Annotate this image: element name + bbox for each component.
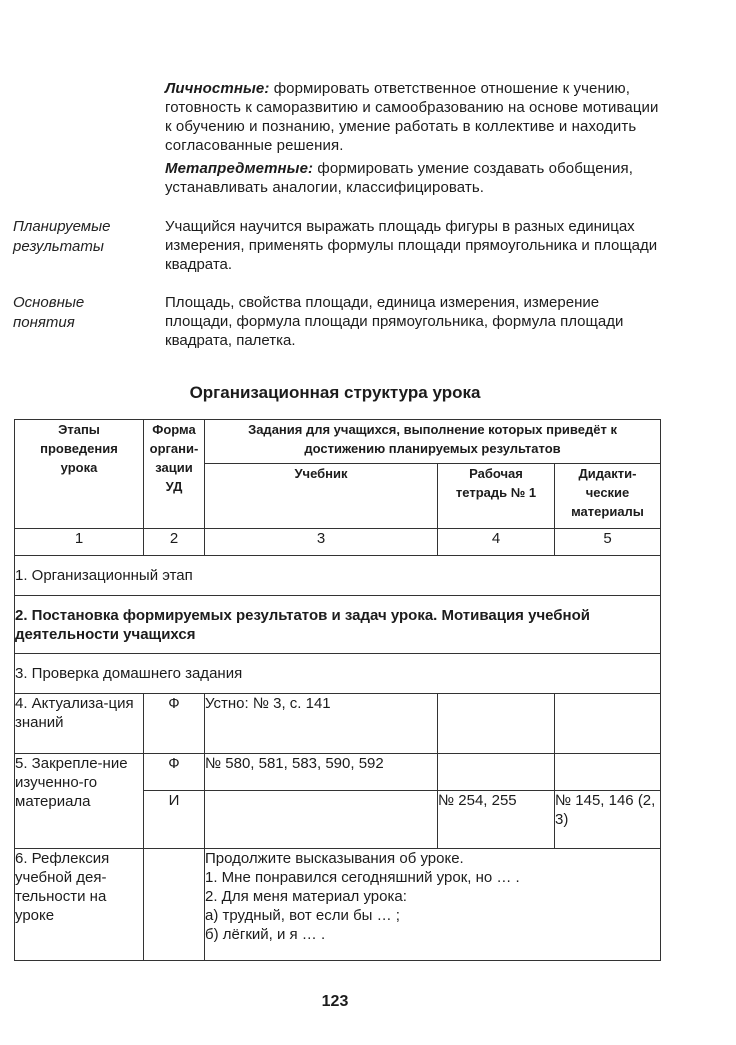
- stage-2-row: [15, 596, 661, 654]
- planned-label-line2: результаты: [13, 238, 104, 255]
- meta-goals-lead: Метапредметные:: [165, 160, 314, 177]
- col-number-3: 3: [205, 529, 438, 556]
- stage-4-workbook: [438, 694, 555, 754]
- header-stages: Этапы проведения урока: [15, 420, 144, 529]
- stage-5-textbook-2: [205, 791, 438, 849]
- planned-results-label: [13, 217, 153, 257]
- stage-6-form: [144, 849, 205, 961]
- stage-5-didactic-1: [555, 754, 661, 791]
- stage-4-didactic: [555, 694, 661, 754]
- personal-goals: [165, 79, 663, 155]
- page-number: 123: [321, 993, 349, 1010]
- stage-5-name: 5. Закрепле-ние изученно-го материала: [15, 754, 144, 849]
- lesson-structure-table: [14, 419, 661, 961]
- section-title: Организационная структура урока: [189, 383, 481, 402]
- stage-4-textbook: Устно: № 3, с. 141: [205, 694, 438, 754]
- header-workbook: Рабочая тетрадь № 1: [438, 464, 555, 529]
- header-textbook: Учебник: [205, 464, 438, 529]
- stage-3-row: [15, 654, 661, 694]
- stage-1-title: 1. Организационный этап: [15, 567, 193, 584]
- stage-4-form: Ф: [144, 694, 205, 754]
- stage-6-line-1: Продолжите высказывания об уроке.: [205, 850, 464, 867]
- header-didactic: Дидакти-ческие материалы: [555, 464, 661, 529]
- concepts-label-line2: понятия: [13, 314, 75, 331]
- stage-2-title: 2. Постановка формируемых результатов и задач урока. Мотивация учебной деятельности учащихся: [15, 606, 591, 643]
- col-number-2: 2: [144, 529, 205, 556]
- planned-label-line1: Планируемые: [13, 218, 111, 235]
- concepts-label-line1: Основные: [13, 294, 85, 311]
- stage-1-row: [15, 556, 661, 596]
- stage-5-workbook-2: № 254, 255: [438, 791, 555, 849]
- meta-goals-text: формировать умение создавать обобщения, устанавливать аналогии, классифицировать.: [165, 160, 634, 196]
- col-number-4: 4: [438, 529, 555, 556]
- stage-6-line-5: б) лёгкий, и я … .: [205, 926, 326, 943]
- col-number-1: 1: [15, 529, 144, 556]
- stage-6-tasks: [205, 849, 661, 961]
- stage-6-line-2: 1. Мне понравился сегодняшний урок, но … .: [205, 869, 520, 886]
- stage-5-workbook-1: [438, 754, 555, 791]
- stage-5-form-2: И: [144, 791, 205, 849]
- stage-3-title: 3. Проверка домашнего задания: [15, 665, 243, 682]
- header-tasks: Задания для учащихся, выполнение которых приведёт к достижению планируемых результатов: [205, 420, 661, 464]
- stage-6-line-4: а) трудный, вот если бы … ;: [205, 907, 400, 924]
- basic-concepts-label: [13, 293, 153, 333]
- stage-4-name: 4. Актуализа-ция знаний: [15, 694, 144, 754]
- personal-goals-text: формировать ответственное отношение к учению, готовность к саморазвитию и самообразованию на основе мотивации к обучению и познанию, умение работать в коллективе и находить согласованные решения.: [165, 80, 659, 154]
- planned-results-text: Учащийся научится выражать площадь фигуры в разных единицах измерения, применять формулы площади прямоугольника и площади квадрата.: [165, 218, 658, 273]
- stage-5-didactic-2: № 145, 146 (2, 3): [555, 791, 661, 849]
- basic-concepts-text: Площадь, свойства площади, единица измерения, измерение площади, формула площади прямоугольника, формула площади квадрата, палетка.: [165, 294, 624, 349]
- personal-goals-lead: Личностные:: [165, 80, 270, 97]
- stage-6-line-3: 2. Для меня материал урока:: [205, 888, 407, 905]
- header-form: Форма органи-зации УД: [144, 420, 205, 529]
- meta-goals: [165, 159, 663, 197]
- stage-5-form-1: Ф: [144, 754, 205, 791]
- col-number-5: 5: [555, 529, 661, 556]
- stage-6-name: 6. Рефлексия учебной дея-тельности на уроке: [15, 849, 144, 961]
- stage-5-textbook-1: № 580, 581, 583, 590, 592: [205, 754, 438, 791]
